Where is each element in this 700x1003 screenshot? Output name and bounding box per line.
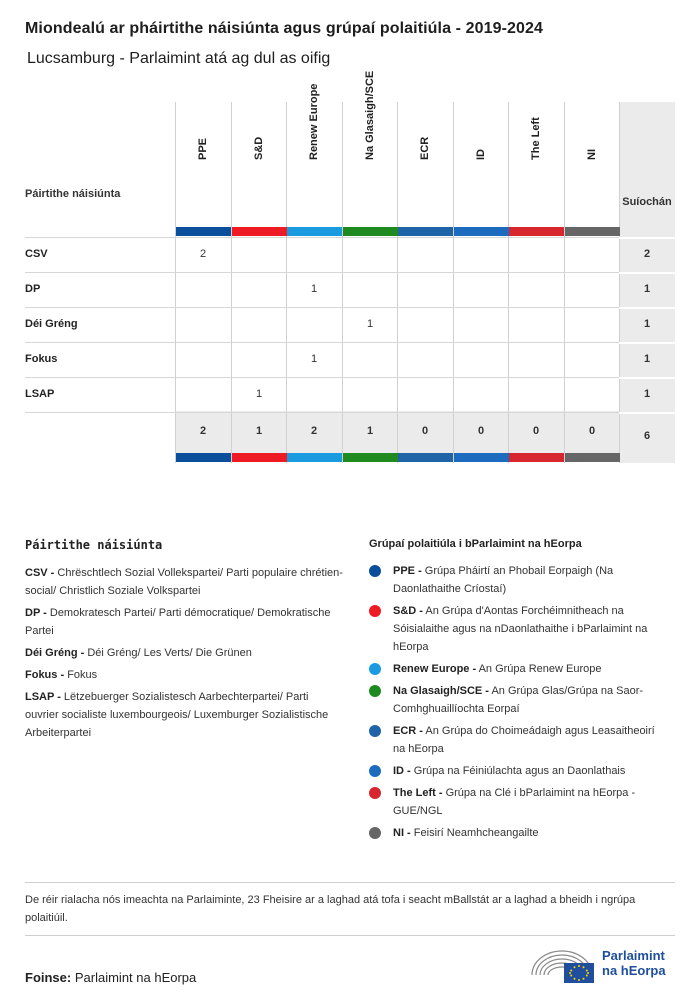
group-header-label: ID	[475, 149, 487, 160]
party-total-cell: 1	[643, 283, 651, 295]
group-color-dot-icon	[369, 605, 381, 617]
group-total-cell: 0	[588, 425, 596, 437]
group-color-bar	[343, 227, 398, 236]
logo-text	[602, 948, 666, 978]
row-divider	[619, 342, 675, 344]
row-divider	[25, 377, 619, 378]
group-column-header	[453, 102, 509, 227]
party-row-label: LSAP	[25, 388, 55, 400]
group-header-label: Na Glasaigh/SCE	[364, 70, 376, 160]
row-divider	[25, 412, 619, 413]
group-color-bar	[232, 227, 287, 236]
group-column-header	[508, 102, 564, 227]
seats-table	[25, 70, 675, 464]
group-column-header	[286, 83, 342, 227]
group-total-cell: 0	[477, 425, 485, 437]
party-legend-item	[25, 688, 345, 742]
party-full-name: Fokus	[67, 669, 98, 681]
group-total-cell: 1	[255, 425, 263, 437]
group-full-name: Feisirí Neamhcheangailte	[413, 827, 539, 839]
group-color-bar	[232, 453, 287, 462]
party-row-label: CSV	[25, 248, 48, 260]
party-total-cell: 2	[643, 248, 651, 260]
group-abbreviation: NI -	[393, 827, 411, 839]
group-full-name: An Grúpa do Choimeádaigh agus Leasaitheoirí na hEorpa	[393, 725, 655, 755]
party-total-cell: 1	[643, 353, 651, 365]
group-abbreviation: Renew Europe -	[393, 663, 477, 675]
row-divider	[619, 377, 675, 379]
party-row-label: Déi Gréng	[25, 318, 78, 330]
group-column-header	[342, 70, 398, 227]
group-color-dot-icon	[369, 787, 381, 799]
group-column-header	[231, 102, 287, 227]
row-divider	[25, 237, 619, 238]
group-color-bar	[287, 453, 342, 462]
group-color-bar	[454, 227, 509, 236]
group-color-dot-icon	[369, 725, 381, 737]
group-color-bar	[509, 453, 564, 462]
seats-column-header: Suíochán	[622, 196, 672, 208]
page-subtitle: Lucsamburg - Parlaimint atá ag dul as oifig	[27, 50, 331, 67]
party-abbreviation: Fokus -	[25, 669, 65, 681]
source-label: Foinse:	[25, 970, 72, 985]
party-column-header: Páirtithe náisiúnta	[25, 188, 121, 200]
group-abbreviation: PPE -	[393, 565, 422, 577]
seat-count-cell: 1	[310, 353, 318, 365]
group-legend-item	[369, 562, 669, 598]
group-column-header	[175, 102, 231, 227]
group-full-name: An Grúpa d'Aontas Forchéimnitheach na Sóisialaithe agus na nDaonlathaithe i bParlaimint na hEorpa	[393, 605, 648, 653]
party-row-label: DP	[25, 283, 41, 295]
row-divider	[619, 412, 675, 414]
group-color-bar	[398, 227, 453, 236]
group-legend-item	[369, 824, 669, 842]
party-full-name: Déi Gréng/ Les Verts/ Die Grünen	[87, 647, 252, 659]
group-color-dot-icon	[369, 663, 381, 675]
group-abbreviation: Na Glasaigh/SCE -	[393, 685, 489, 697]
group-header-label: NI	[586, 149, 598, 160]
group-full-name: Grúpa Pháirtí an Phobail Eorpaigh (Na Daonlathaithe Críostaí)	[393, 565, 614, 595]
party-full-name: Demokratesch Partei/ Parti démocratique/ Demokratische Partei	[25, 607, 331, 637]
source-value: Parlaimint na hEorpa	[74, 970, 197, 985]
group-legend-title: Grúpaí polaitiúla i bParlaimint na hEorpa	[369, 538, 582, 550]
party-abbreviation: DP -	[25, 607, 47, 619]
group-total-cell: 0	[421, 425, 429, 437]
group-color-bar	[176, 227, 231, 236]
group-header-label: PPE	[197, 137, 209, 160]
party-abbreviation: CSV -	[25, 567, 55, 579]
row-divider	[25, 307, 619, 308]
group-full-name: An Grúpa Glas/Grúpa na Saor-Comhghuaillíochta Eorpaí	[393, 685, 644, 715]
party-abbreviation: Déi Gréng -	[25, 647, 85, 659]
group-legend-item	[369, 660, 669, 678]
grand-total-cell: 6	[643, 430, 651, 442]
party-legend-item	[25, 604, 345, 640]
group-legend-item	[369, 682, 669, 718]
group-total-cell: 2	[310, 425, 318, 437]
seat-count-cell: 2	[199, 248, 207, 260]
group-color-dot-icon	[369, 565, 381, 577]
group-color-dot-icon	[369, 685, 381, 697]
source-line	[25, 970, 196, 985]
group-header-label: ECR	[419, 136, 431, 160]
footer-divider	[25, 882, 675, 883]
group-legend-item	[369, 762, 669, 780]
party-legend-item	[25, 666, 345, 684]
party-row-label: Fokus	[25, 353, 58, 365]
group-header-label: Renew Europe	[308, 83, 320, 160]
group-color-bar	[398, 453, 453, 462]
group-color-bar	[343, 453, 398, 462]
party-legend-title: Páirtithe náisiúnta	[25, 538, 163, 552]
group-full-name: An Grúpa Renew Europe	[478, 663, 602, 675]
group-full-name: Grúpa na Clé i bParlaimint na hEorpa - GUE/NGL	[393, 787, 636, 817]
parliament-emblem-icon	[530, 945, 596, 985]
row-divider	[619, 237, 675, 239]
party-full-name: Chrëschtlech Sozial Vollekspartei/ Parti populaire chrétien-social/ Christlich Soziale Volkspartei	[25, 567, 343, 597]
group-color-bar	[287, 227, 342, 236]
footnote: De réir rialacha nós imeachta na Parlaiminte, 23 Fheisire ar a laghad atá tofa i seacht mBallstát ar a laghad a bheidh i ngrúpa polaitiúil.	[25, 894, 636, 924]
seat-count-cell: 1	[366, 318, 374, 330]
logo-text-line: na hEorpa	[602, 963, 666, 978]
group-legend-item	[369, 602, 669, 656]
party-legend	[25, 538, 345, 746]
row-divider	[25, 342, 619, 343]
row-divider	[25, 272, 619, 273]
european-parliament-logo	[530, 945, 680, 985]
seat-count-cell: 1	[310, 283, 318, 295]
group-color-bar	[565, 227, 620, 236]
group-abbreviation: ECR -	[393, 725, 423, 737]
group-abbreviation: ID -	[393, 765, 411, 777]
party-legend-item	[25, 564, 345, 600]
group-column-header	[564, 102, 620, 227]
group-abbreviation: The Left -	[393, 787, 443, 799]
logo-text-line: Parlaimint	[602, 948, 665, 963]
group-header-label: S&D	[253, 136, 265, 160]
group-color-bar	[509, 227, 564, 236]
group-abbreviation: S&D -	[393, 605, 423, 617]
party-total-cell: 1	[643, 388, 651, 400]
group-full-name: Grúpa na Féiniúlachta agus an Daonlathais	[413, 765, 626, 777]
group-legend-item	[369, 784, 669, 820]
group-color-dot-icon	[369, 765, 381, 777]
group-legend	[369, 538, 669, 846]
group-header-label: The Left	[530, 117, 542, 160]
party-full-name: Lëtzebuerger Sozialistesch Aarbechterpartei/ Parti ouvrier socialiste luxembourgeois/ Luxemburger Sozialistische Arbeiterpartei	[25, 691, 329, 739]
party-abbreviation: LSAP -	[25, 691, 61, 703]
row-divider	[619, 307, 675, 309]
group-total-cell: 1	[366, 425, 374, 437]
party-legend-item	[25, 644, 345, 662]
group-total-cell: 2	[199, 425, 207, 437]
row-divider	[619, 272, 675, 274]
footer-divider	[25, 935, 675, 936]
group-total-cell: 0	[532, 425, 540, 437]
group-color-bar	[176, 453, 231, 462]
group-legend-item	[369, 722, 669, 758]
group-color-bar	[565, 453, 620, 462]
group-column-header	[397, 102, 453, 227]
page-title: Miondealú ar pháirtithe náisiúnta agus grúpaí polaitiúla - 2019-2024	[25, 20, 544, 37]
group-color-bar	[454, 453, 509, 462]
group-color-dot-icon	[369, 827, 381, 839]
seat-count-cell: 1	[255, 388, 263, 400]
party-total-cell: 1	[643, 318, 651, 330]
